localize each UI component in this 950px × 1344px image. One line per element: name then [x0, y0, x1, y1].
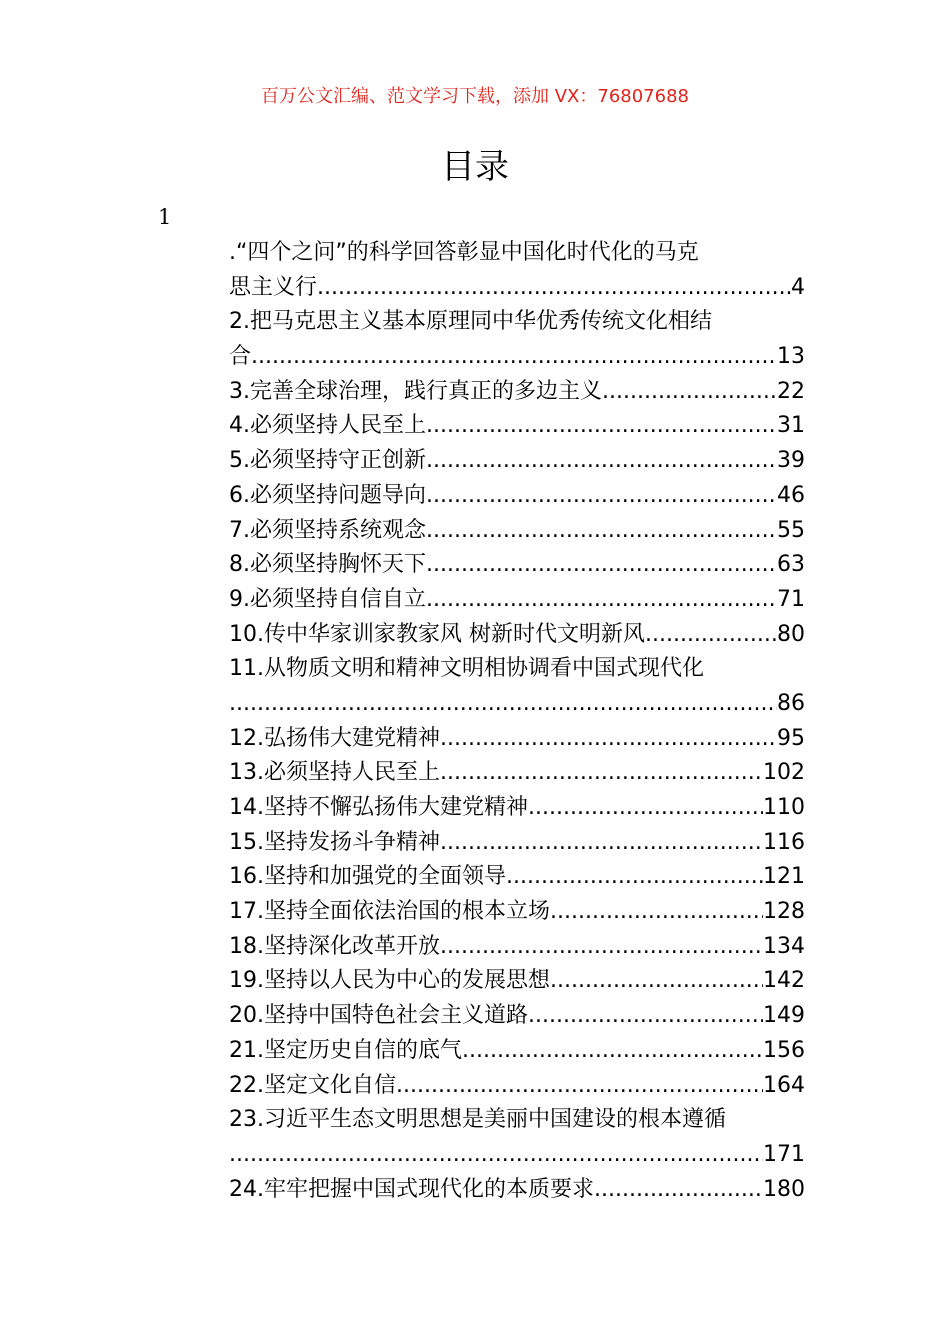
- toc-leader-dots: [550, 964, 763, 999]
- toc-leader-dots: [440, 826, 763, 861]
- toc-entry[interactable]: [229, 999, 805, 1034]
- toc-entry[interactable]: [229, 271, 805, 306]
- header-note: 百万公文汇编、范文学习下载，添加 VX：76807688: [261, 86, 689, 107]
- toc-leader-dots: [506, 860, 763, 895]
- section-marker: 1: [158, 205, 172, 229]
- toc-entry[interactable]: [229, 722, 805, 757]
- toc-leader-dots: [440, 722, 777, 757]
- toc-entry[interactable]: [229, 826, 805, 861]
- toc-page-number: 22: [777, 378, 805, 404]
- toc-leader-dots: [594, 1173, 763, 1208]
- toc-leader-dots: [426, 409, 777, 444]
- toc-entry[interactable]: [229, 618, 805, 653]
- toc-leader-dots: [229, 687, 777, 722]
- toc-leader-dots: [396, 1069, 763, 1104]
- toc-entry-title: 21.坚定历史自信的底气: [229, 1037, 462, 1063]
- toc-entry[interactable]: [229, 340, 805, 375]
- toc-page-number: 110: [763, 795, 805, 820]
- toc-entry[interactable]: [229, 548, 805, 583]
- toc-leader-dots: [229, 1138, 763, 1173]
- toc-page-number: 86: [777, 690, 805, 716]
- toc-entry-title: 7.必须坚持系统观念: [229, 517, 426, 543]
- toc-leader-dots: [645, 618, 777, 653]
- toc-leader-dots: [528, 999, 763, 1034]
- toc-entry[interactable]: [229, 305, 805, 340]
- toc-entry-title: 思主义行: [229, 274, 318, 300]
- toc-entry[interactable]: [229, 479, 805, 514]
- toc-leader-dots: [528, 791, 763, 826]
- toc-entry[interactable]: [229, 236, 805, 271]
- toc-page-number: 71: [777, 586, 805, 612]
- table-of-contents: [229, 236, 805, 1207]
- toc-leader-dots: [317, 271, 791, 306]
- toc-entry[interactable]: [229, 1069, 805, 1104]
- toc-page-number: 116: [763, 829, 805, 855]
- toc-leader-dots: [426, 583, 777, 618]
- toc-entry-title: 12.弘扬伟大建党精神: [229, 725, 440, 751]
- toc-entry-title: 17.坚持全面依法治国的根本立场: [229, 899, 550, 925]
- toc-page-number: 13: [777, 344, 805, 370]
- toc-leader-dots: [251, 340, 777, 375]
- toc-page-number: 102: [763, 760, 805, 786]
- toc-entry-title: 23.习近平生态文明思想是美丽中国建设的根本遵循: [229, 1107, 726, 1133]
- toc-leader-dots: [426, 514, 777, 549]
- toc-entry-title: 10.传中华家训家教家风 树新时代文明新风: [229, 621, 645, 647]
- toc-entry-title: 19.坚持以人民为中心的发展思想: [229, 968, 550, 994]
- toc-page-number: 142: [763, 968, 805, 994]
- toc-leader-dots: [462, 1034, 763, 1069]
- toc-entry[interactable]: [229, 791, 805, 826]
- toc-entry[interactable]: [229, 687, 805, 722]
- toc-page-number: 171: [763, 1141, 805, 1167]
- toc-entry[interactable]: [229, 1034, 805, 1069]
- toc-entry-title: 13.必须坚持人民至上: [229, 760, 440, 786]
- toc-entry-title: .“四个之问”的科学回答彰显中国化时代化的马克: [229, 240, 699, 265]
- toc-page-number: 134: [763, 933, 805, 959]
- toc-page-number: 39: [777, 448, 805, 474]
- toc-page-number: 180: [763, 1176, 805, 1202]
- toc-entry[interactable]: [229, 930, 805, 965]
- toc-entry-title: 2.把马克思主义基本原理同中华优秀传统文化相结: [229, 309, 712, 335]
- toc-leader-dots: [426, 444, 777, 479]
- toc-entry-title: 3.完善全球治理，践行真正的多边主义: [229, 378, 602, 404]
- toc-entry[interactable]: [229, 1173, 805, 1208]
- toc-leader-dots: [602, 375, 777, 410]
- page-title: 目录: [441, 147, 509, 187]
- toc-page-number: 121: [763, 864, 805, 890]
- toc-entry-title: 22.坚定文化自信: [229, 1072, 396, 1098]
- toc-entry[interactable]: [229, 860, 805, 895]
- toc-leader-dots: [440, 756, 763, 791]
- toc-entry[interactable]: [229, 409, 805, 444]
- toc-entry-title: 4.必须坚持人民至上: [229, 413, 426, 439]
- toc-entry-title: 15.坚持发扬斗争精神: [229, 829, 440, 855]
- toc-entry-title: 20.坚持中国特色社会主义道路: [229, 1003, 528, 1029]
- toc-page-number: 149: [763, 1003, 805, 1029]
- toc-page-number: 80: [777, 621, 805, 647]
- toc-entry[interactable]: [229, 1138, 805, 1173]
- toc-page-number: 156: [763, 1037, 805, 1063]
- toc-entry-title: 16.坚持和加强党的全面领导: [229, 864, 506, 890]
- toc-entry-title: 14.坚持不懈弘扬伟大建党精神: [229, 795, 528, 820]
- toc-page-number: 4: [791, 274, 805, 300]
- toc-leader-dots: [550, 895, 763, 930]
- toc-page-number: 164: [763, 1072, 805, 1098]
- toc-entry-title: 5.必须坚持守正创新: [229, 448, 426, 474]
- toc-page-number: 128: [763, 899, 805, 925]
- toc-page-number: 31: [777, 413, 805, 439]
- toc-entry[interactable]: [229, 756, 805, 791]
- toc-entry[interactable]: [229, 964, 805, 999]
- toc-entry-title: 18.坚持深化改革开放: [229, 933, 440, 959]
- toc-page-number: 55: [777, 517, 805, 543]
- toc-entry-title: 合: [229, 344, 252, 370]
- toc-entry-title: 6.必须坚持问题导向: [229, 482, 426, 508]
- toc-entry[interactable]: [229, 583, 805, 618]
- toc-leader-dots: [440, 930, 763, 965]
- toc-entry[interactable]: [229, 1103, 805, 1138]
- toc-page-number: 95: [777, 725, 805, 751]
- toc-entry[interactable]: [229, 375, 805, 410]
- toc-entry[interactable]: [229, 514, 805, 549]
- toc-leader-dots: [426, 479, 777, 514]
- toc-entry-title: 9.必须坚持自信自立: [229, 586, 426, 612]
- toc-entry[interactable]: [229, 444, 805, 479]
- toc-entry-title: 8.必须坚持胸怀天下: [229, 552, 426, 578]
- toc-leader-dots: [426, 548, 777, 583]
- toc-page-number: 46: [777, 482, 805, 508]
- toc-page-number: 63: [777, 552, 805, 578]
- toc-entry[interactable]: [229, 652, 805, 687]
- toc-entry-title: 11.从物质文明和精神文明相协调看中国式现代化: [229, 656, 704, 682]
- toc-entry[interactable]: [229, 895, 805, 930]
- toc-entry-title: 24.牢牢把握中国式现代化的本质要求: [229, 1176, 594, 1202]
